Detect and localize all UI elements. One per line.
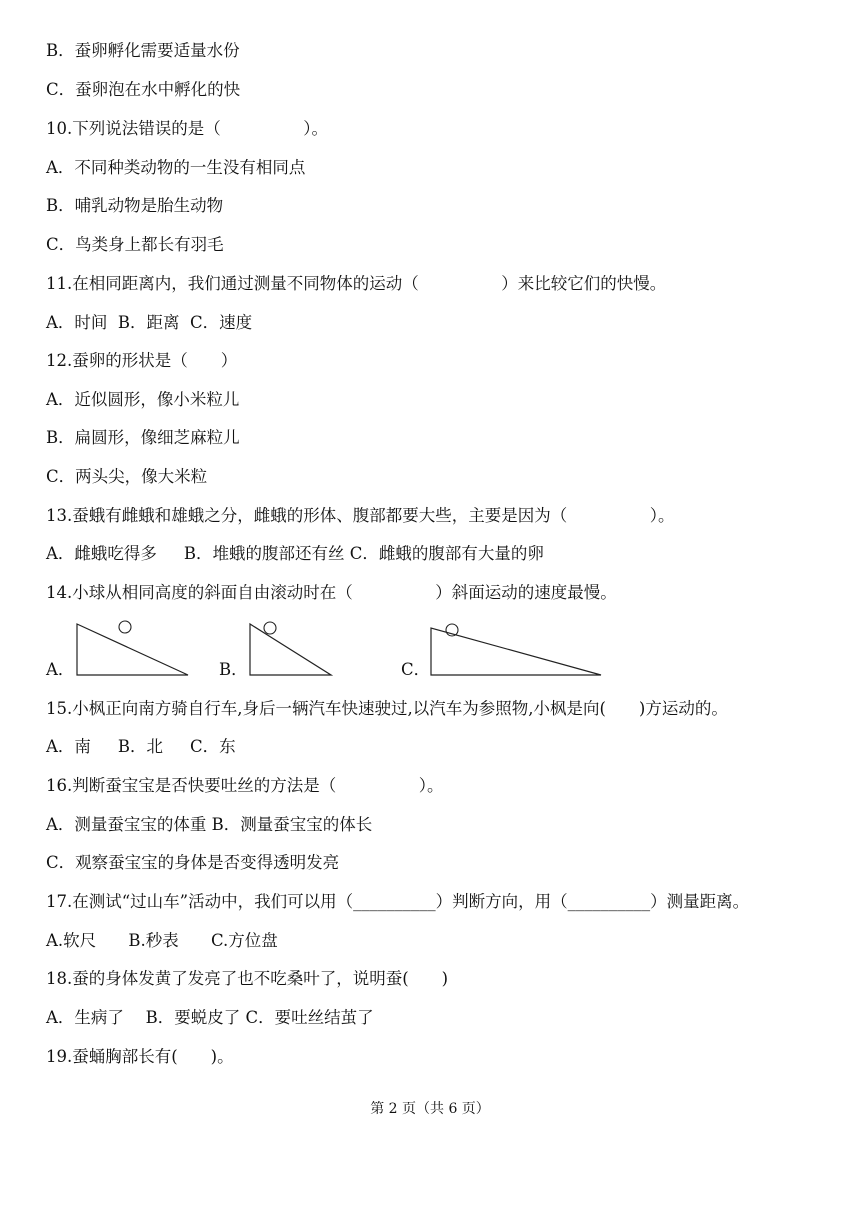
q12-option-a: A．近似圆形，像小米粒儿 <box>46 390 240 409</box>
q16-option-c: C．观察蚕宝宝的身体是否变得透明发亮 <box>46 853 340 872</box>
q10-stem: 10.下列说法错误的是（ ）。 <box>46 119 328 138</box>
q17-options: A.软尺 B.秒表 C.方位盘 <box>46 931 278 950</box>
ramp-a-triangle <box>77 624 188 675</box>
q10-option-b: B．哺乳动物是胎生动物 <box>46 196 224 215</box>
q12-option-b: B．扁圆形，像细芝麻粒儿 <box>46 428 240 447</box>
q15-stem: 15.小枫正向南方骑自行车,身后一辆汽车快速驶过,以汽车为参照物,小枫是向( )方运动的。 <box>46 699 728 718</box>
ramp-a-ball <box>119 621 131 633</box>
ramp-b-ball <box>264 622 276 634</box>
q12-stem: 12.蚕卵的形状是（ ） <box>46 351 238 370</box>
ramp-option-c-label: C． <box>401 660 431 679</box>
ramp-b-triangle <box>250 624 331 675</box>
q11-stem: 11.在相同距离内，我们通过测量不同物体的运动（ ）来比较它们的快慢。 <box>46 274 667 293</box>
q13-options: A．雌蛾吃得多 B．堆蛾的腹部还有丝 C．雌蛾的腹部有大量的卵 <box>46 544 544 563</box>
ramp-c-triangle <box>431 628 601 675</box>
q18-stem: 18.蚕的身体发黄了发亮了也不吃桑叶了，说明蚕( ) <box>46 969 449 988</box>
q11-options: A．时间 B．距离 C．速度 <box>46 313 253 332</box>
page-footer: 第 2 页（共 6 页） <box>370 1101 490 1117</box>
q16-options: A．测量蚕宝宝的体重 B．测量蚕宝宝的体长 <box>46 815 373 834</box>
q13-stem: 13.蚕蛾有雌蛾和雄蛾之分，雌蛾的形体、腹部都要大些，主要是因为（ ）。 <box>46 506 675 525</box>
q15-options: A．南 B．北 C．东 <box>46 737 236 756</box>
q16-stem: 16.判断蚕宝宝是否快要吐丝的方法是（ ）。 <box>46 776 444 795</box>
q9-option-c: C．蚕卵泡在水中孵化的快 <box>46 80 241 99</box>
q12-option-c: C．两头尖，像大米粒 <box>46 467 208 486</box>
q10-option-a: A．不同种类动物的一生没有相同点 <box>46 158 306 177</box>
ramp-a-diagram <box>76 616 190 676</box>
q17-stem: 17.在测试“过山车”活动中，我们可以用（__________）判断方向，用（__________）测量距离。 <box>46 892 750 911</box>
ramp-b-diagram <box>249 616 333 676</box>
ramp-c-diagram <box>430 616 604 676</box>
q18-options: A．生病了 B．要蜕皮了 C．要吐丝结茧了 <box>46 1008 374 1027</box>
q19-stem: 19.蚕蛹胸部长有( )。 <box>46 1047 234 1066</box>
q14-stem: 14.小球从相同高度的斜面自由滚动时在（ ）斜面运动的速度最慢。 <box>46 583 617 602</box>
ramp-option-a-label: A． <box>46 660 75 679</box>
q14-ramp-options <box>46 616 616 684</box>
ramp-option-b-label: B． <box>219 660 248 679</box>
q9-option-b: B．蚕卵孵化需要适量水份 <box>46 41 240 60</box>
q10-option-c: C．鸟类身上都长有羽毛 <box>46 235 224 254</box>
